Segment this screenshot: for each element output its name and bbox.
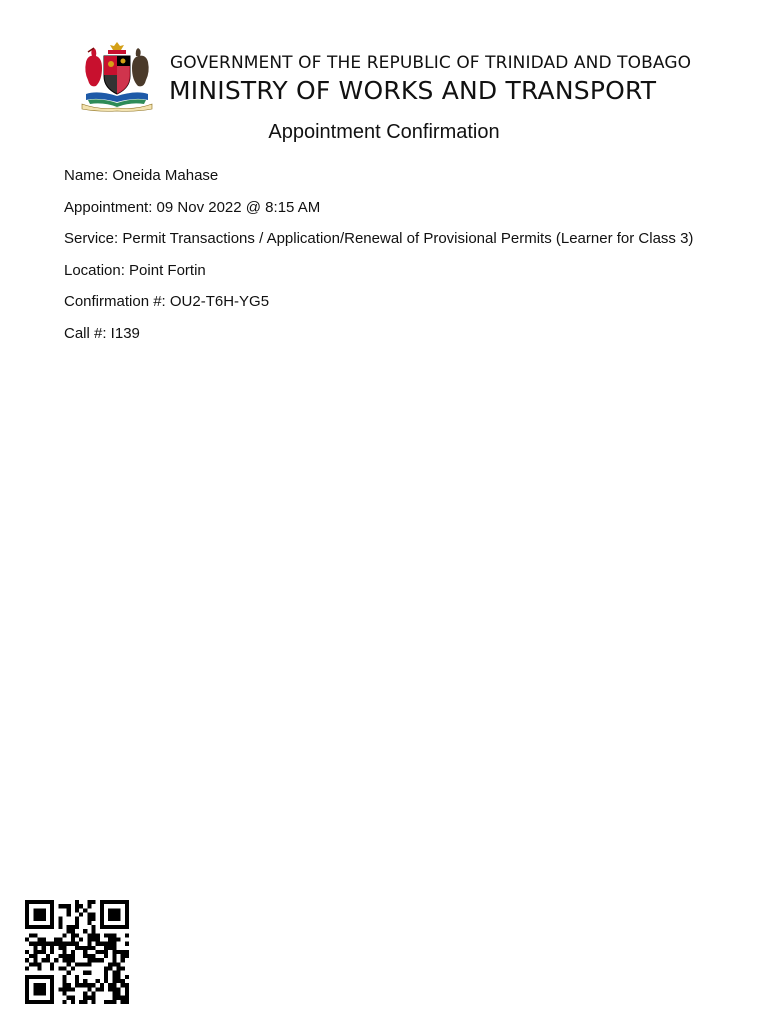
confirmation-number: Confirmation #: OU2-T6H-YG5: [64, 293, 270, 310]
page-title: Appointment Confirmation: [268, 121, 500, 143]
qr-code-icon: [22, 900, 132, 1004]
location: Location: Point Fortin: [64, 261, 206, 279]
appointment-datetime: Appointment: 09 Nov 2022 @ 8:15 AM: [64, 198, 321, 216]
coat-of-arms-icon: [78, 42, 156, 112]
letterhead: [78, 42, 698, 114]
service-description: Service: Permit Transactions / Application/Renewal of Provisional Permits (Learner for Class 3): [64, 230, 694, 247]
appointment-details: [64, 165, 704, 354]
call-number: Call #: I139: [64, 324, 140, 342]
ministry-name: MINISTRY OF WORKS AND TRANSPORT: [169, 76, 657, 105]
government-name: GOVERNMENT OF THE REPUBLIC OF TRINIDAD AND TOBAGO: [170, 53, 692, 73]
applicant-name: Name: Oneida Mahase: [64, 167, 219, 184]
